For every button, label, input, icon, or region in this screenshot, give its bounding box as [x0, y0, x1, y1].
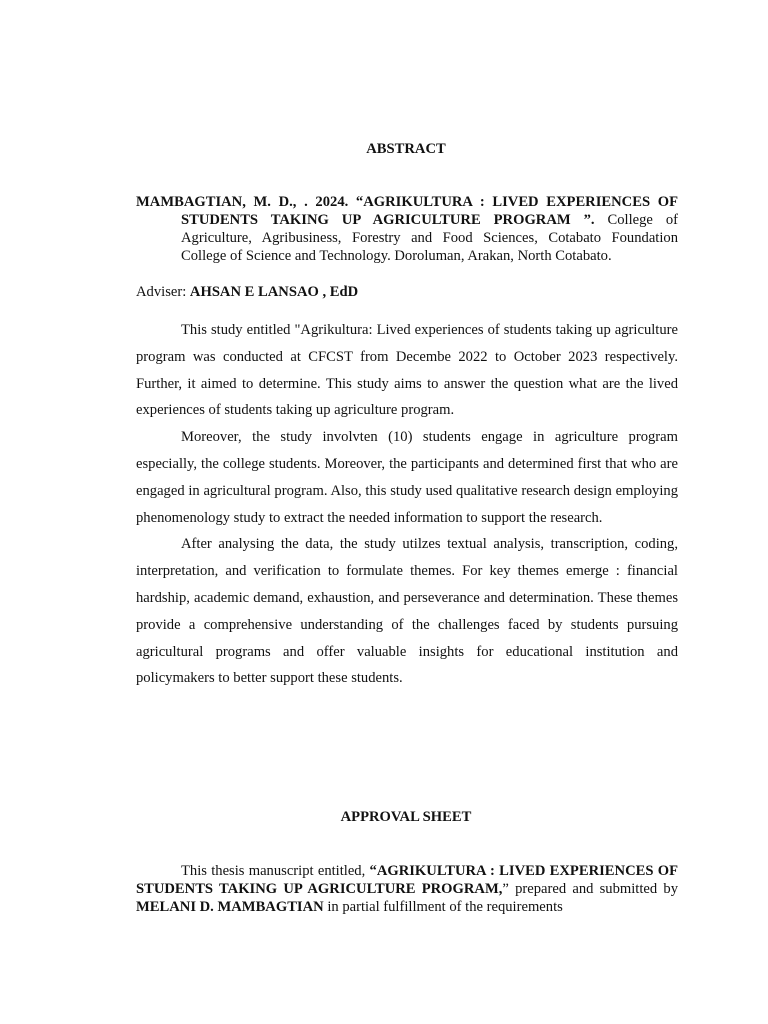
citation-rest: College of Agriculture, Agribusiness, Forestry and Food Sciences, Cotabato Foundation College of Science and Technology. Doroluman, Arakan, North Cotabato.	[181, 212, 678, 264]
abstract-paragraph-2: Moreover, the study involvten (10) students engage in agriculture program especially, the college students. Moreover, the participants and determined first that who are engaged in agricultural program. Also, this study used qualitative research design employing phenomenology study to extract the needed information to support the research.	[136, 429, 678, 526]
abstract-paragraph-3: After analysing the data, the study utilzes textual analysis, transcription, coding, interpretation, and verification to formulate themes. For key themes emerge : financial hardship, academic demand, exhaustion, and perseverance and determination. These themes provide a comprehensive understanding of the challenges faced by students pursuing agricultural programs and offer valuable insights for educational institution and policymakers to better support these students.	[136, 536, 678, 687]
abstract-body	[136, 317, 678, 692]
approval-body	[136, 862, 678, 916]
approval-mid: ” prepared and submitted by	[502, 881, 678, 897]
citation-lead: MAMBAGTIAN, M. D., . 2024. “AGRIKULTURA : LIVED EXPERIENCES OF STUDENTS TAKING UP AGRICULTURE PROGRAM ”.	[136, 194, 678, 228]
abstract-heading: ABSTRACT	[366, 141, 446, 157]
adviser-line	[136, 283, 678, 301]
approval-title: “AGRIKULTURA : LIVED EXPERIENCES OF STUDENTS TAKING UP AGRICULTURE PROGRAM,	[136, 863, 678, 897]
citation	[136, 193, 678, 265]
adviser-label: Adviser:	[136, 284, 190, 300]
adviser-name: AHSAN E LANSAO , EdD	[189, 284, 359, 300]
approval-tail: in partial fulfillment of the requirements	[323, 899, 563, 915]
abstract-paragraph-1: This study entitled "Agrikultura: Lived experiences of students taking up agriculture program was conducted at CFCST from Decembe 2022 to October 2023 respectively. Further, it aimed to determine. This study aims to answer the question what are the lived experiences of students taking up agriculture program.	[136, 322, 678, 419]
approval-paragraph	[136, 862, 678, 916]
approval-heading: APPROVAL SHEET	[340, 809, 472, 825]
approval-intro: This thesis manuscript entitled,	[181, 863, 370, 879]
approval-author: MELANI D. MAMBAGTIAN	[136, 899, 324, 915]
